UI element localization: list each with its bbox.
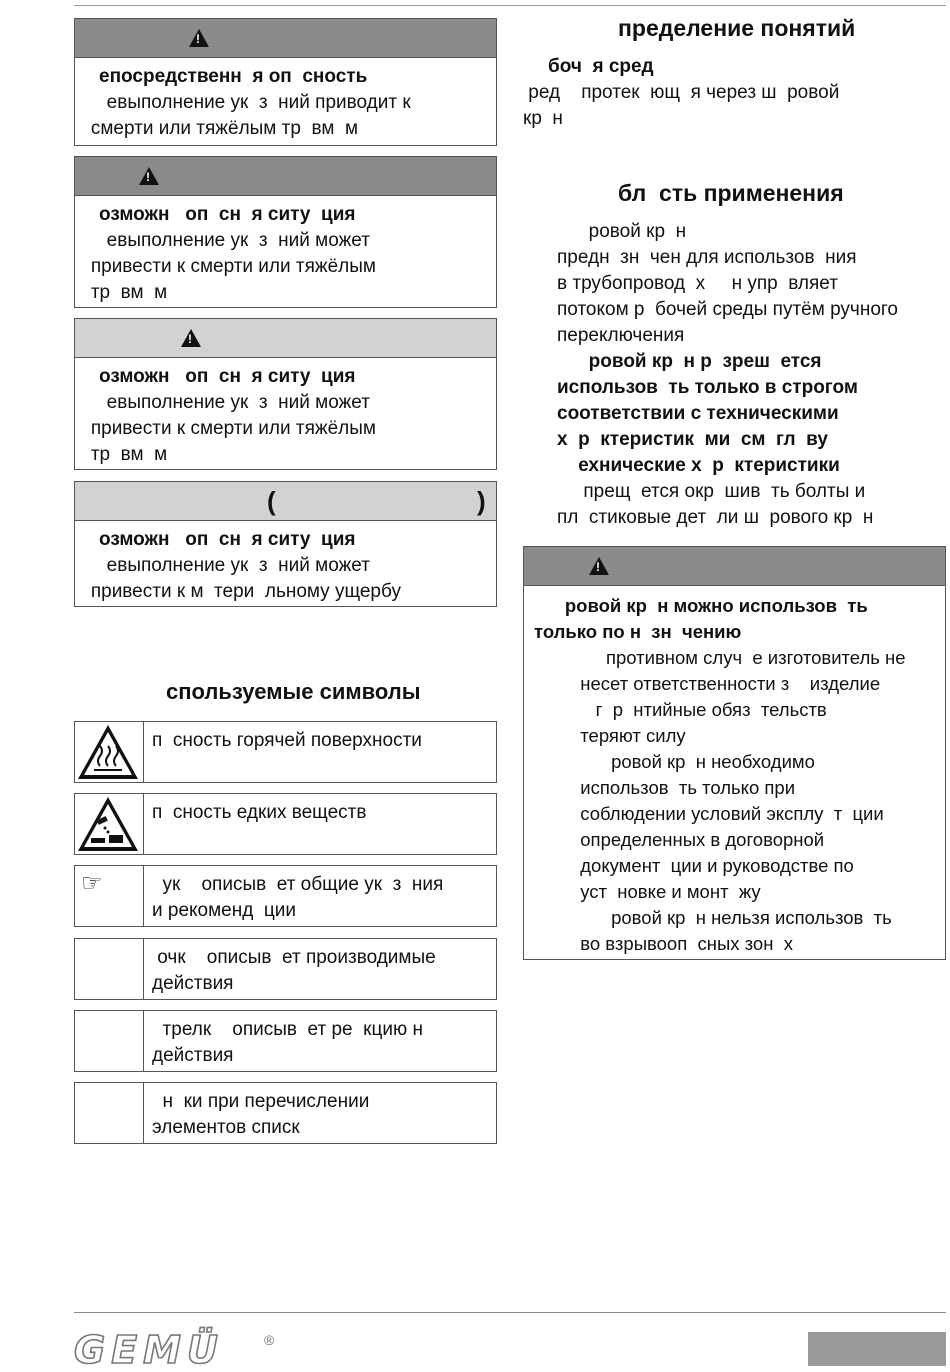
warning-text: привести к смерти или тяжёлым [75, 256, 376, 277]
application-line: ровой кр н [557, 221, 687, 242]
warning-text: евыполнение ук з ний может [75, 555, 370, 576]
symbol-text: и рекоменд ции [152, 900, 296, 921]
symbol-text: очк описыв ет производимые [152, 947, 436, 968]
warning-text: тр вм м [75, 282, 168, 303]
app-warning-line: уст новке и монт жу [534, 881, 761, 902]
warning-triangle-icon [139, 167, 159, 185]
paren-close: ) [477, 486, 486, 516]
app-warning-line: соблюдении условий эксплу т ции [534, 803, 884, 824]
application-line: предн зн чен для использов ния [557, 247, 857, 268]
warning-triangle-icon [189, 29, 209, 47]
application-line: пл стиковые дет ли ш рового кр н [557, 507, 874, 528]
footer-rule [74, 1312, 946, 1313]
warning-triangle-icon [181, 329, 201, 347]
symbol-text: п сность горячей поверхности [152, 730, 422, 751]
app-warning-line: определенных в договорной [534, 829, 825, 850]
warning-box-header [75, 319, 496, 358]
warning-text: евыполнение ук з ний может [75, 230, 370, 251]
hot-surface-icon [75, 722, 141, 782]
symbol-text: действия [152, 973, 234, 994]
app-warning-line: ровой кр н необходимо [534, 751, 815, 772]
warning-text: евыполнение ук з ний может [75, 392, 370, 413]
application-line: прещ ется окр шив ть болты и [557, 481, 866, 502]
warning-title: озможн оп сн я ситу ция [99, 529, 356, 550]
symbol-icon-cell [75, 1083, 144, 1143]
symbol-text: ук описыв ет общие ук з ния [152, 874, 444, 895]
warning-text: смерти или тяжёлым тр вм м [75, 118, 359, 139]
warning-title: озможн оп сн я ситу ция [99, 366, 356, 387]
definitions-text: кр н [523, 108, 563, 129]
paren-open: ( [267, 486, 276, 516]
app-warning-line: использов ть только при [534, 777, 796, 798]
definitions-heading: пределение понятий [618, 15, 856, 41]
app-warning-line: ровой кр н можно использов ть [534, 595, 868, 616]
symbol-icon-cell [75, 794, 144, 854]
app-warning-line: г р нтийные обяз тельств [534, 699, 827, 720]
warning-title: епосредственн я оп сность [99, 66, 368, 87]
warning-text: привести к смерти или тяжёлым [75, 418, 376, 439]
symbol-icon-cell [75, 722, 144, 782]
application-warning-box [523, 546, 946, 960]
symbol-row-action [74, 938, 497, 1000]
symbol-icon-cell [75, 939, 144, 999]
app-warning-line: противном случ е изготовитель не [534, 647, 906, 668]
symbol-text: н ки при перечислении [152, 1091, 370, 1112]
warning-title: озможн оп сн я ситу ция [99, 204, 356, 225]
warning-box-danger [74, 18, 497, 146]
application-line: соответствии с техническими [557, 403, 839, 424]
warning-box-warning [74, 156, 497, 308]
symbol-text: п сность едких веществ [152, 802, 367, 823]
pointing-hand-icon: ☞ [81, 869, 103, 897]
application-line: х р ктеристик ми см гл ву [557, 429, 828, 450]
symbol-icon-cell [75, 866, 144, 926]
definitions-term: боч я сред [548, 56, 654, 77]
application-line: переключения [557, 325, 685, 346]
logo-text: GEMÜ [74, 1328, 224, 1372]
symbol-text: элементов списк [152, 1117, 300, 1138]
warning-text: евыполнение ук з ний приводит к [75, 92, 411, 113]
warning-triangle-icon [589, 557, 609, 575]
app-warning-line: документ ции и руководстве по [534, 855, 854, 876]
symbol-text: трелк описыв ет ре кцию н [152, 1019, 423, 1040]
application-line: в трубопровод х н упр вляет [557, 273, 838, 294]
app-warning-line: ровой кр н нельзя использов ть [534, 907, 892, 928]
symbols-heading: спользуемые символы [166, 679, 421, 704]
application-line: ехнические х р ктеристики [557, 455, 840, 476]
page-number-box [808, 1332, 946, 1366]
symbol-icon-cell [75, 1011, 144, 1071]
gemu-logo [74, 1328, 275, 1372]
app-warning-line: теряют силу [534, 725, 686, 746]
app-warning-line: только по н зн чению [534, 621, 742, 642]
symbol-row-corrosive [74, 793, 497, 855]
warning-box-caution [74, 318, 497, 470]
app-warning-line: во взрывооп сных зон х [534, 933, 793, 954]
symbol-text: действия [152, 1045, 234, 1066]
application-line: использов ть только в строгом [557, 377, 858, 398]
symbol-row-hot-surface [74, 721, 497, 783]
definitions-text: ред протек ющ я через ш ровой [523, 82, 840, 103]
application-heading: бл сть применения [618, 180, 844, 206]
app-warning-line: несет ответственности з изделие [534, 673, 881, 694]
application-line: потоком р бочей среды путём ручного [557, 299, 898, 320]
warning-box-notice [74, 481, 497, 607]
symbol-row-note [74, 865, 497, 927]
top-rule [74, 5, 946, 6]
warning-text: тр вм м [75, 444, 168, 465]
symbol-row-reaction [74, 1010, 497, 1072]
warning-box-header [75, 482, 496, 521]
registered-mark: ® [264, 1332, 275, 1348]
warning-box-header [75, 157, 496, 196]
application-line: ровой кр н р зреш ется [557, 351, 822, 372]
symbol-row-list [74, 1082, 497, 1144]
application-text [557, 219, 898, 531]
warning-box-header [75, 19, 496, 58]
corrosive-icon [75, 794, 141, 854]
warning-text: привести к м тери льному ущербу [75, 581, 401, 602]
warning-box-header [524, 547, 945, 586]
